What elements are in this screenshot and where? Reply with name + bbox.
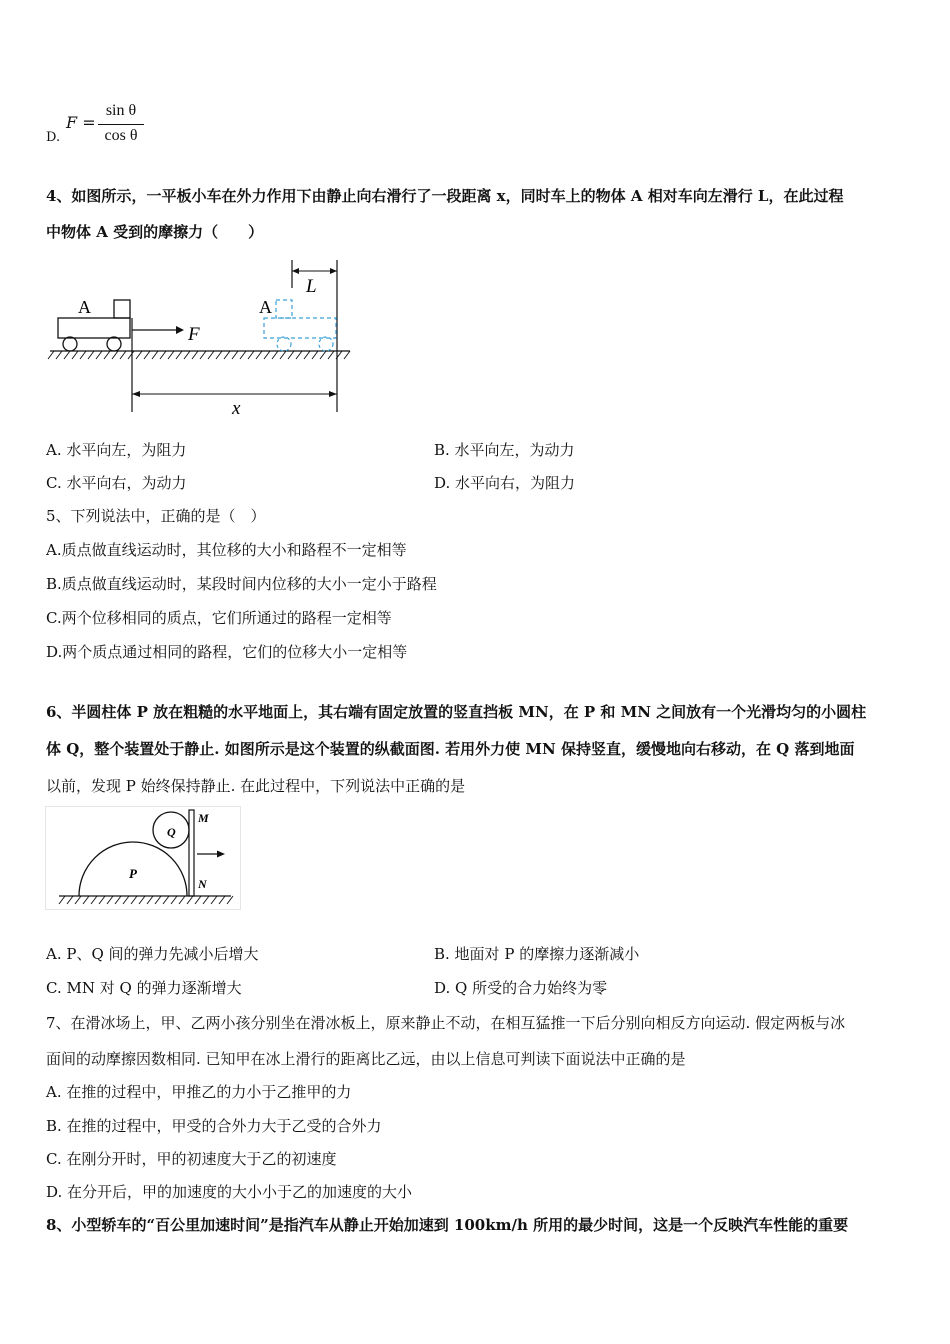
label-f: F [188,324,200,345]
label-a-left: A [78,297,91,317]
cart-wheel-right-dashed [319,337,333,351]
q3-option-d-lhs: F = [66,113,96,132]
board-mn [189,810,194,896]
q3-option-d-label: D. [46,130,61,145]
q5-stem: 5、下列说法中，正确的是（ ） [46,507,266,525]
q7-stem-line1: 7、在滑冰场上，甲、乙两小孩分别坐在滑冰板上，原来静止不动，在相互猛推一下后分别向相反方向运动. 假定两板与冰 [46,1014,846,1032]
block-a-dashed [276,300,292,318]
cart-wheel-right [107,337,121,351]
q6-stem-line2: 体 Q，整个装置处于静止. 如图所示是这个装置的纵截面图. 若用外力使 MN 保持竖直，缓慢地向右移动，在 Q 落到地面 [46,740,855,758]
cart-wheel-left [63,337,77,351]
q4-stem-line2: 中物体 A 受到的摩擦力（ ） [46,223,264,241]
fraction-denominator: cos θ [104,127,138,144]
label-a-right: A [259,297,272,317]
label-q: Q [167,825,176,839]
q5-option-c: C.两个位移相同的质点，它们所通过的路程一定相等 [46,609,392,627]
q6-stem-line1: 6、半圆柱体 P 放在粗糙的水平地面上，其右端有固定放置的竖直挡板 MN，在 P 和 MN 之间放有一个光滑均匀的小圆柱 [46,703,867,721]
q7-option-c: C. 在刚分开时，甲的初速度大于乙的初速度 [46,1150,337,1168]
q7-stem-line2: 面间的动摩擦因数相同. 已知甲在冰上滑行的距离比乙远，由以上信息可判读下面说法中正确的是 [46,1050,686,1068]
q4-option-c: C. 水平向右，为动力 [46,474,187,492]
q4-option-d: D. 水平向右，为阻力 [434,474,576,492]
q7-option-a: A. 在推的过程中，甲推乙的力小于乙推甲的力 [46,1083,352,1101]
label-m: M [198,811,209,825]
q6-stem-line3: 以前，发现 P 始终保持静止. 在此过程中，下列说法中正确的是 [46,777,466,795]
q6-option-a: A. P、Q 间的弹力先减小后增大 [46,945,259,963]
q5-option-d: D.两个质点通过相同的路程，它们的位移大小一定相等 [46,643,408,661]
q4-option-a: A. 水平向左，为阻力 [46,441,187,459]
label-n: N [198,877,207,891]
q6-option-b: B. 地面对 P 的摩擦力逐渐减小 [434,945,640,963]
q5-option-b: B.质点做直线运动时，某段时间内位移的大小一定小于路程 [46,575,437,593]
force-arrow-head [176,326,184,334]
fraction-bar [98,124,144,125]
q6-option-d: D. Q 所受的合力始终为零 [434,979,608,997]
block-a [114,300,130,318]
fraction [98,100,144,150]
cart-body-dashed [264,318,336,338]
q8-stem-line1: 8、小型轿车的“百公里加速时间”是指汽车从静止开始加速到 100km/h 所用的最少时间，这是一个反映汽车性能的重要 [46,1216,849,1234]
fraction-numerator: sin θ [105,102,137,119]
cart-body [58,318,130,338]
label-x: x [232,398,241,418]
q7-option-d: D. 在分开后，甲的加速度的大小小于乙的加速度的大小 [46,1183,413,1201]
q4-figure [46,258,366,418]
move-arrow-head [217,851,225,858]
label-p: P [129,866,137,881]
q4-option-b: B. 水平向左，为动力 [434,441,575,459]
q6-figure [45,806,241,910]
q7-option-b: B. 在推的过程中，甲受的合外力大于乙受的合外力 [46,1117,382,1135]
q5-option-a: A.质点做直线运动时，其位移的大小和路程不一定相等 [46,541,407,559]
q3-option-d [46,100,186,150]
label-l: L [306,276,317,297]
cart-wheel-left-dashed [277,337,291,351]
q6-option-c: C. MN 对 Q 的弹力逐渐增大 [46,979,242,997]
q4-stem-line1: 4、如图所示，一平板小车在外力作用下由静止向右滑行了一段距离 x，同时车上的物体 A 相对车向左滑行 L，在此过程 [46,187,844,205]
